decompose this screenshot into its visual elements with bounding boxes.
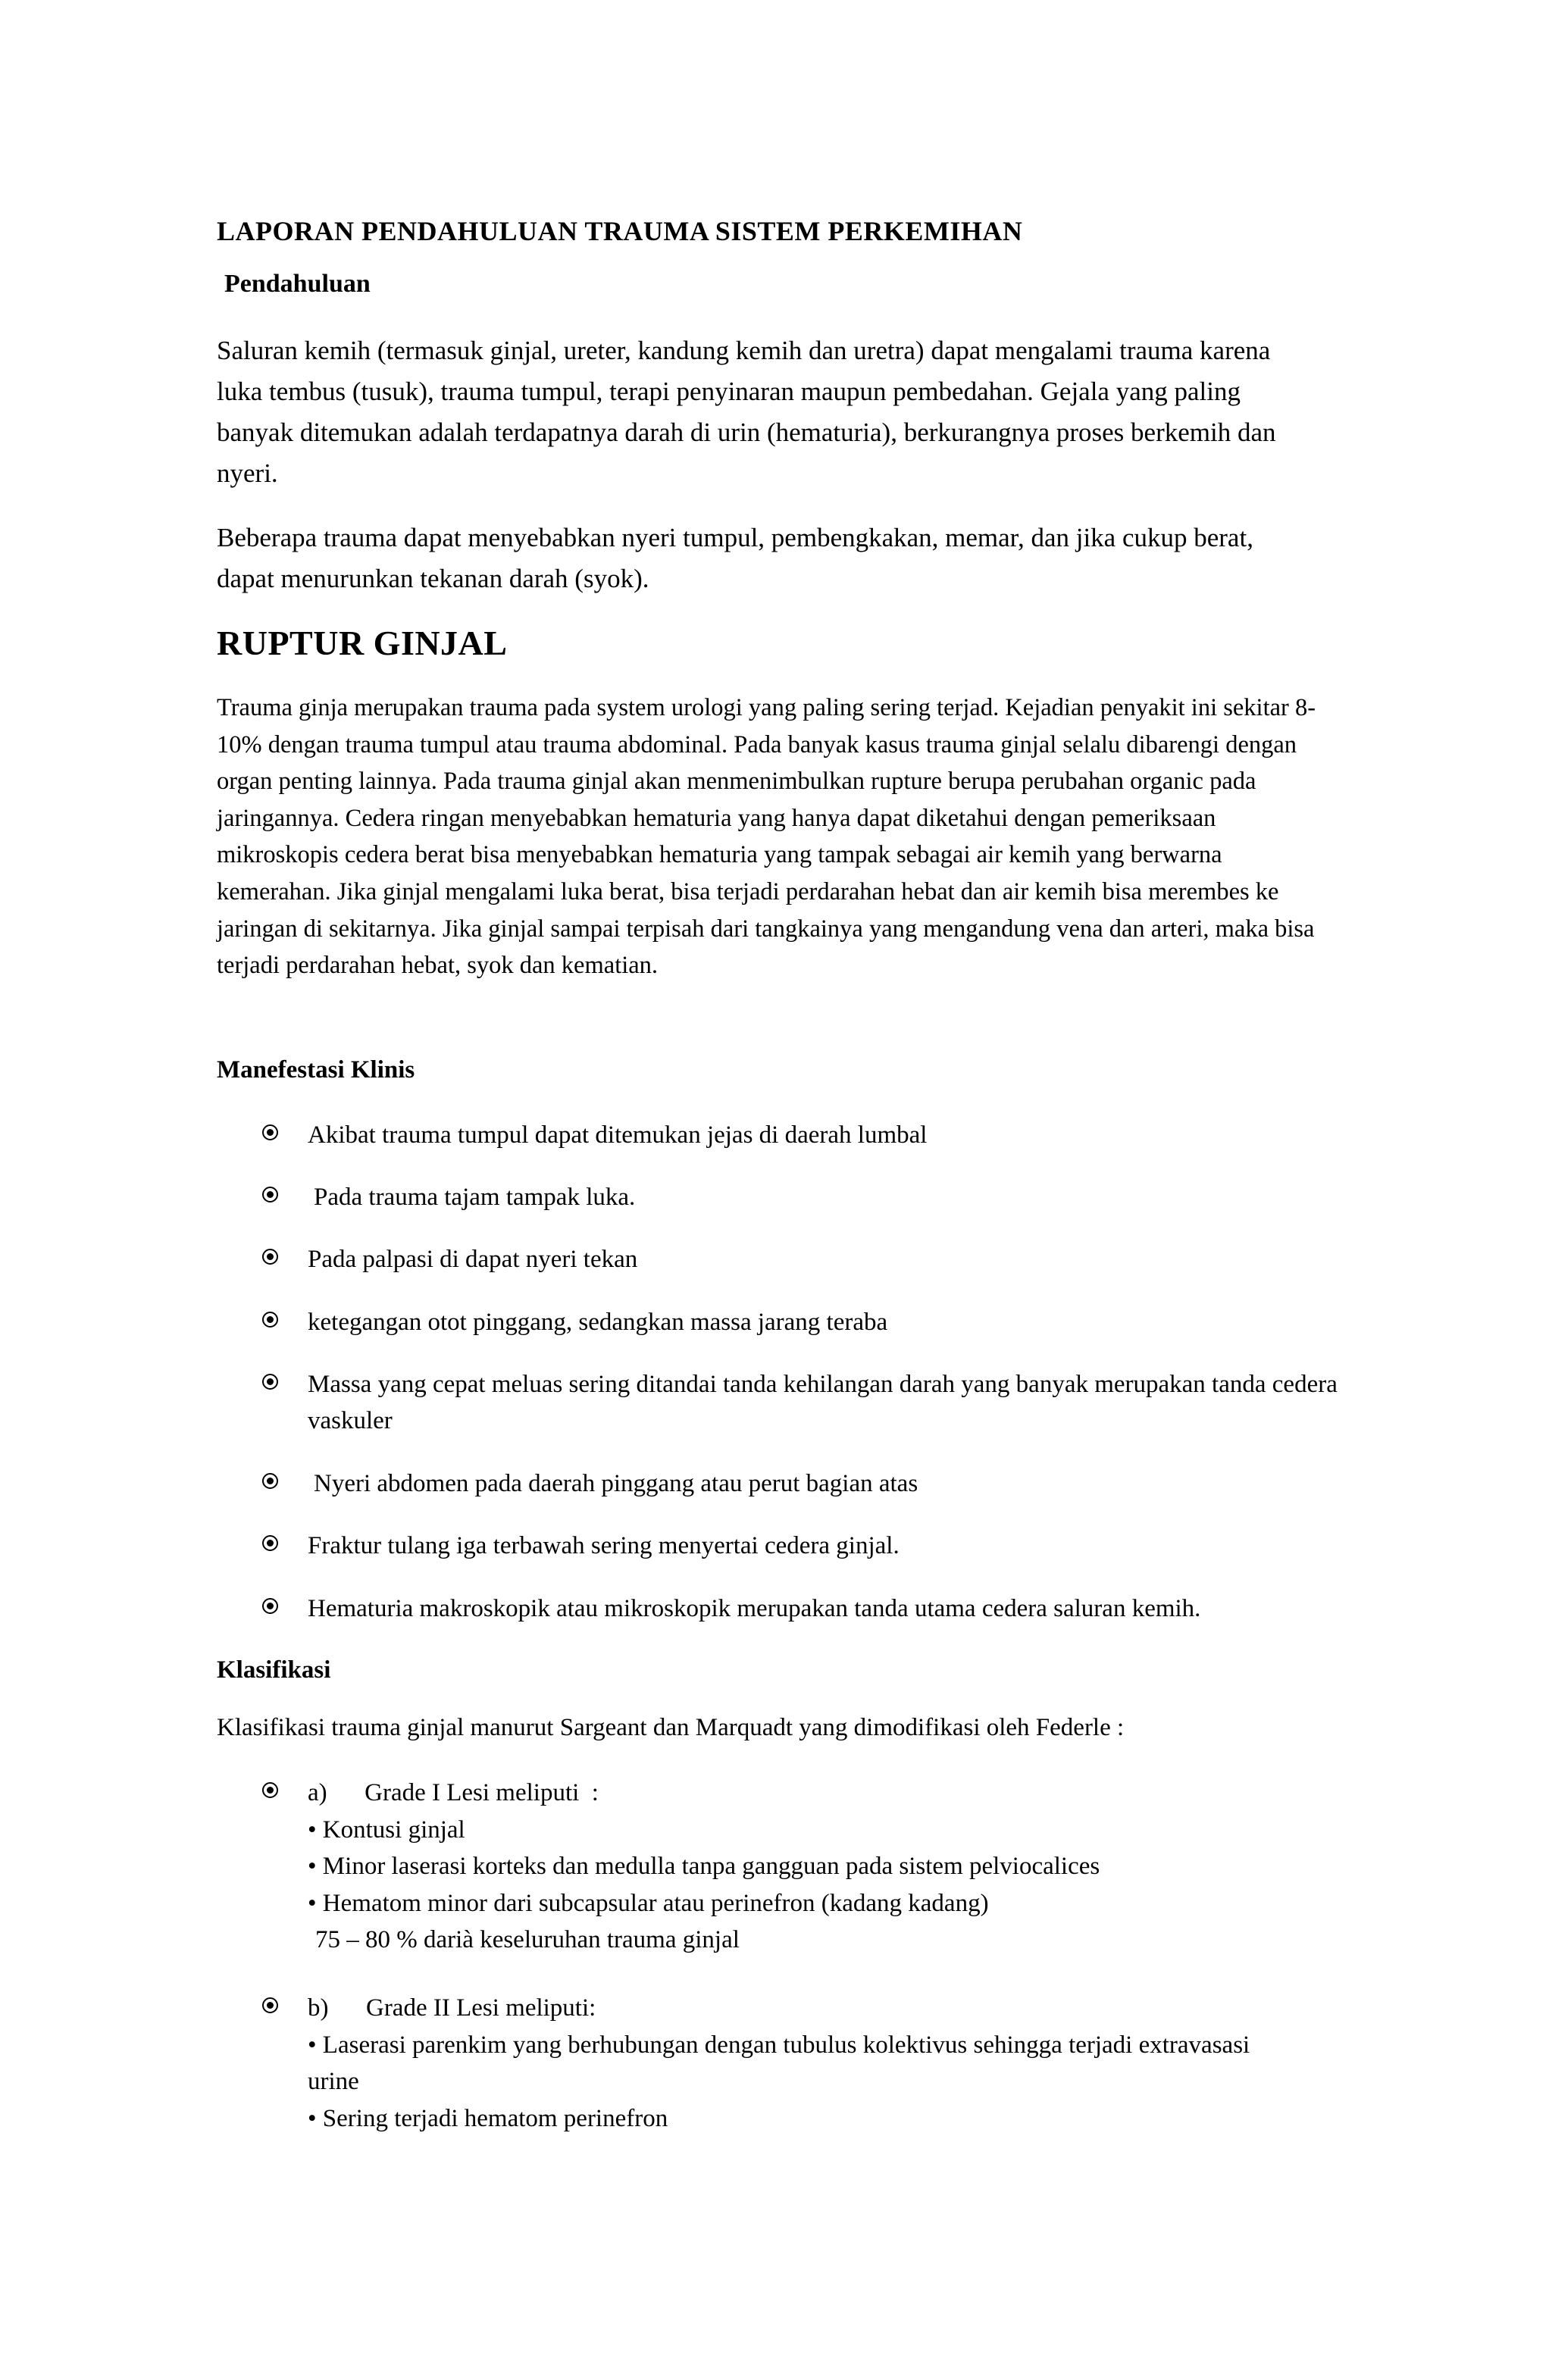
grade-2-content xyxy=(308,1990,1338,2137)
manifestasi-heading: Manefestasi Klinis xyxy=(217,1056,415,1084)
list-item-text: Akibat trauma tumpul dapat ditemukan jejas di daerah lumbal xyxy=(308,1121,928,1149)
grade-2-subitem: • Laserasi parenkim yang berhubungan dengan tubulus kolektivus sehingga terjadi extravasasi urine xyxy=(308,2031,1250,2095)
grade-2-label: b) Grade II Lesi meliputi: xyxy=(308,1994,596,2022)
list-item-text: Pada trauma tajam tampak luka. xyxy=(314,1184,636,1211)
list-item-text: Massa yang cepat meluas sering ditandai tanda kehilangan darah yang banyak merupakan tanda cedera vaskuler xyxy=(308,1371,1338,1434)
klasifikasi-intro: Klasifikasi trauma ginjal manurut Sargeant dan Marquadt yang dimodifikasi oleh Federle : xyxy=(217,1714,1125,1741)
grade-1-subitem: • Kontusi ginjal xyxy=(308,1815,465,1844)
grade-1-subitem: • Hematom minor dari subcapsular atau perinefron (kadang kadang) xyxy=(308,1889,989,1917)
intro-paragraph-1: Saluran kemih (termasuk ginjal, ureter, kandung kemih dan uretra) dapat mengalami trauma karena luka tembus (tusuk), trauma tumpul, terapi penyinaran maupun pembedahan. Gejala yang paling banyak ditemukan adalah terdapatnya darah di urin (hematuria), berkurangnya proses berkemih dan nyeri. xyxy=(217,336,1276,488)
bullet-circle-icon xyxy=(262,1782,278,1798)
klasifikasi-heading: Klasifikasi xyxy=(217,1656,331,1684)
document-title: LAPORAN PENDAHULUAN TRAUMA SISTEM PERKEMIHAN xyxy=(217,216,1023,246)
grade-2-item xyxy=(262,1990,1338,2137)
bullet-circle-icon xyxy=(262,1997,278,2013)
grade-1-label: a) Grade I Lesi meliputi : xyxy=(308,1779,599,1806)
grade-1-content xyxy=(308,1775,1338,1959)
section-paragraph: Trauma ginja merupakan trauma pada system urologi yang paling sering terjad. Kejadian penyakit ini sekitar 8-10% dengan trauma tumpul atau trauma abdominal. Pada banyak kasus trauma ginjal selalu dibarengi dengan organ penting lainnya. Pada trauma ginjal akan menmenimbulkan rupture berupa perubahan organic pada jaringannya. Cedera ringan menyebabkan hematuria yang hanya dapat diketahui dengan pemeriksaan mikroskopis cedera berat bisa menyebabkan hematuria yang tampak sebagai air kemih yang berwarna kemerahan. Jika ginjal mengalami luka berat, bisa terjadi perdarahan hebat dan air kemih bisa merembes ke jaringan di sekitarnya. Jika ginjal sampai terpisah dari tangkainya yang mengandung vena dan arteri, maka bisa terjadi perdarahan hebat, syok dan kematian. xyxy=(217,694,1316,980)
list-item-text: Hematuria makroskopik atau mikroskopik merupakan tanda utama cedera saluran kemih. xyxy=(308,1595,1201,1622)
grade-1-item xyxy=(262,1775,1338,1959)
list-item-text: Nyeri abdomen pada daerah pinggang atau perut bagian atas xyxy=(314,1470,918,1497)
grade-1-subitem: • Minor laserasi korteks dan medulla tanpa gangguan pada sistem pelviocalices xyxy=(308,1853,1100,1880)
list-item-text: Pada palpasi di dapat nyeri tekan xyxy=(308,1246,638,1273)
intro-paragraph-2: Beberapa trauma dapat menyebabkan nyeri tumpul, pembengkakan, memar, dan jika cukup berat, dapat menurunkan tekanan darah (syok). xyxy=(217,523,1253,593)
grade-2-subitem: • Sering terjadi hematom perinefron xyxy=(308,2104,668,2132)
grade-1-note: 75 – 80 % darià keseluruhan trauma ginjal xyxy=(315,1926,740,1953)
section-heading-ruptur-ginjal: RUPTUR GINJAL xyxy=(217,624,508,662)
intro-heading: Pendahuluan xyxy=(224,270,371,298)
list-item-text: ketegangan otot pinggang, sedangkan massa jarang teraba xyxy=(308,1309,888,1336)
list-item-text: Fraktur tulang iga terbawah sering menyertai cedera ginjal. xyxy=(308,1532,900,1559)
